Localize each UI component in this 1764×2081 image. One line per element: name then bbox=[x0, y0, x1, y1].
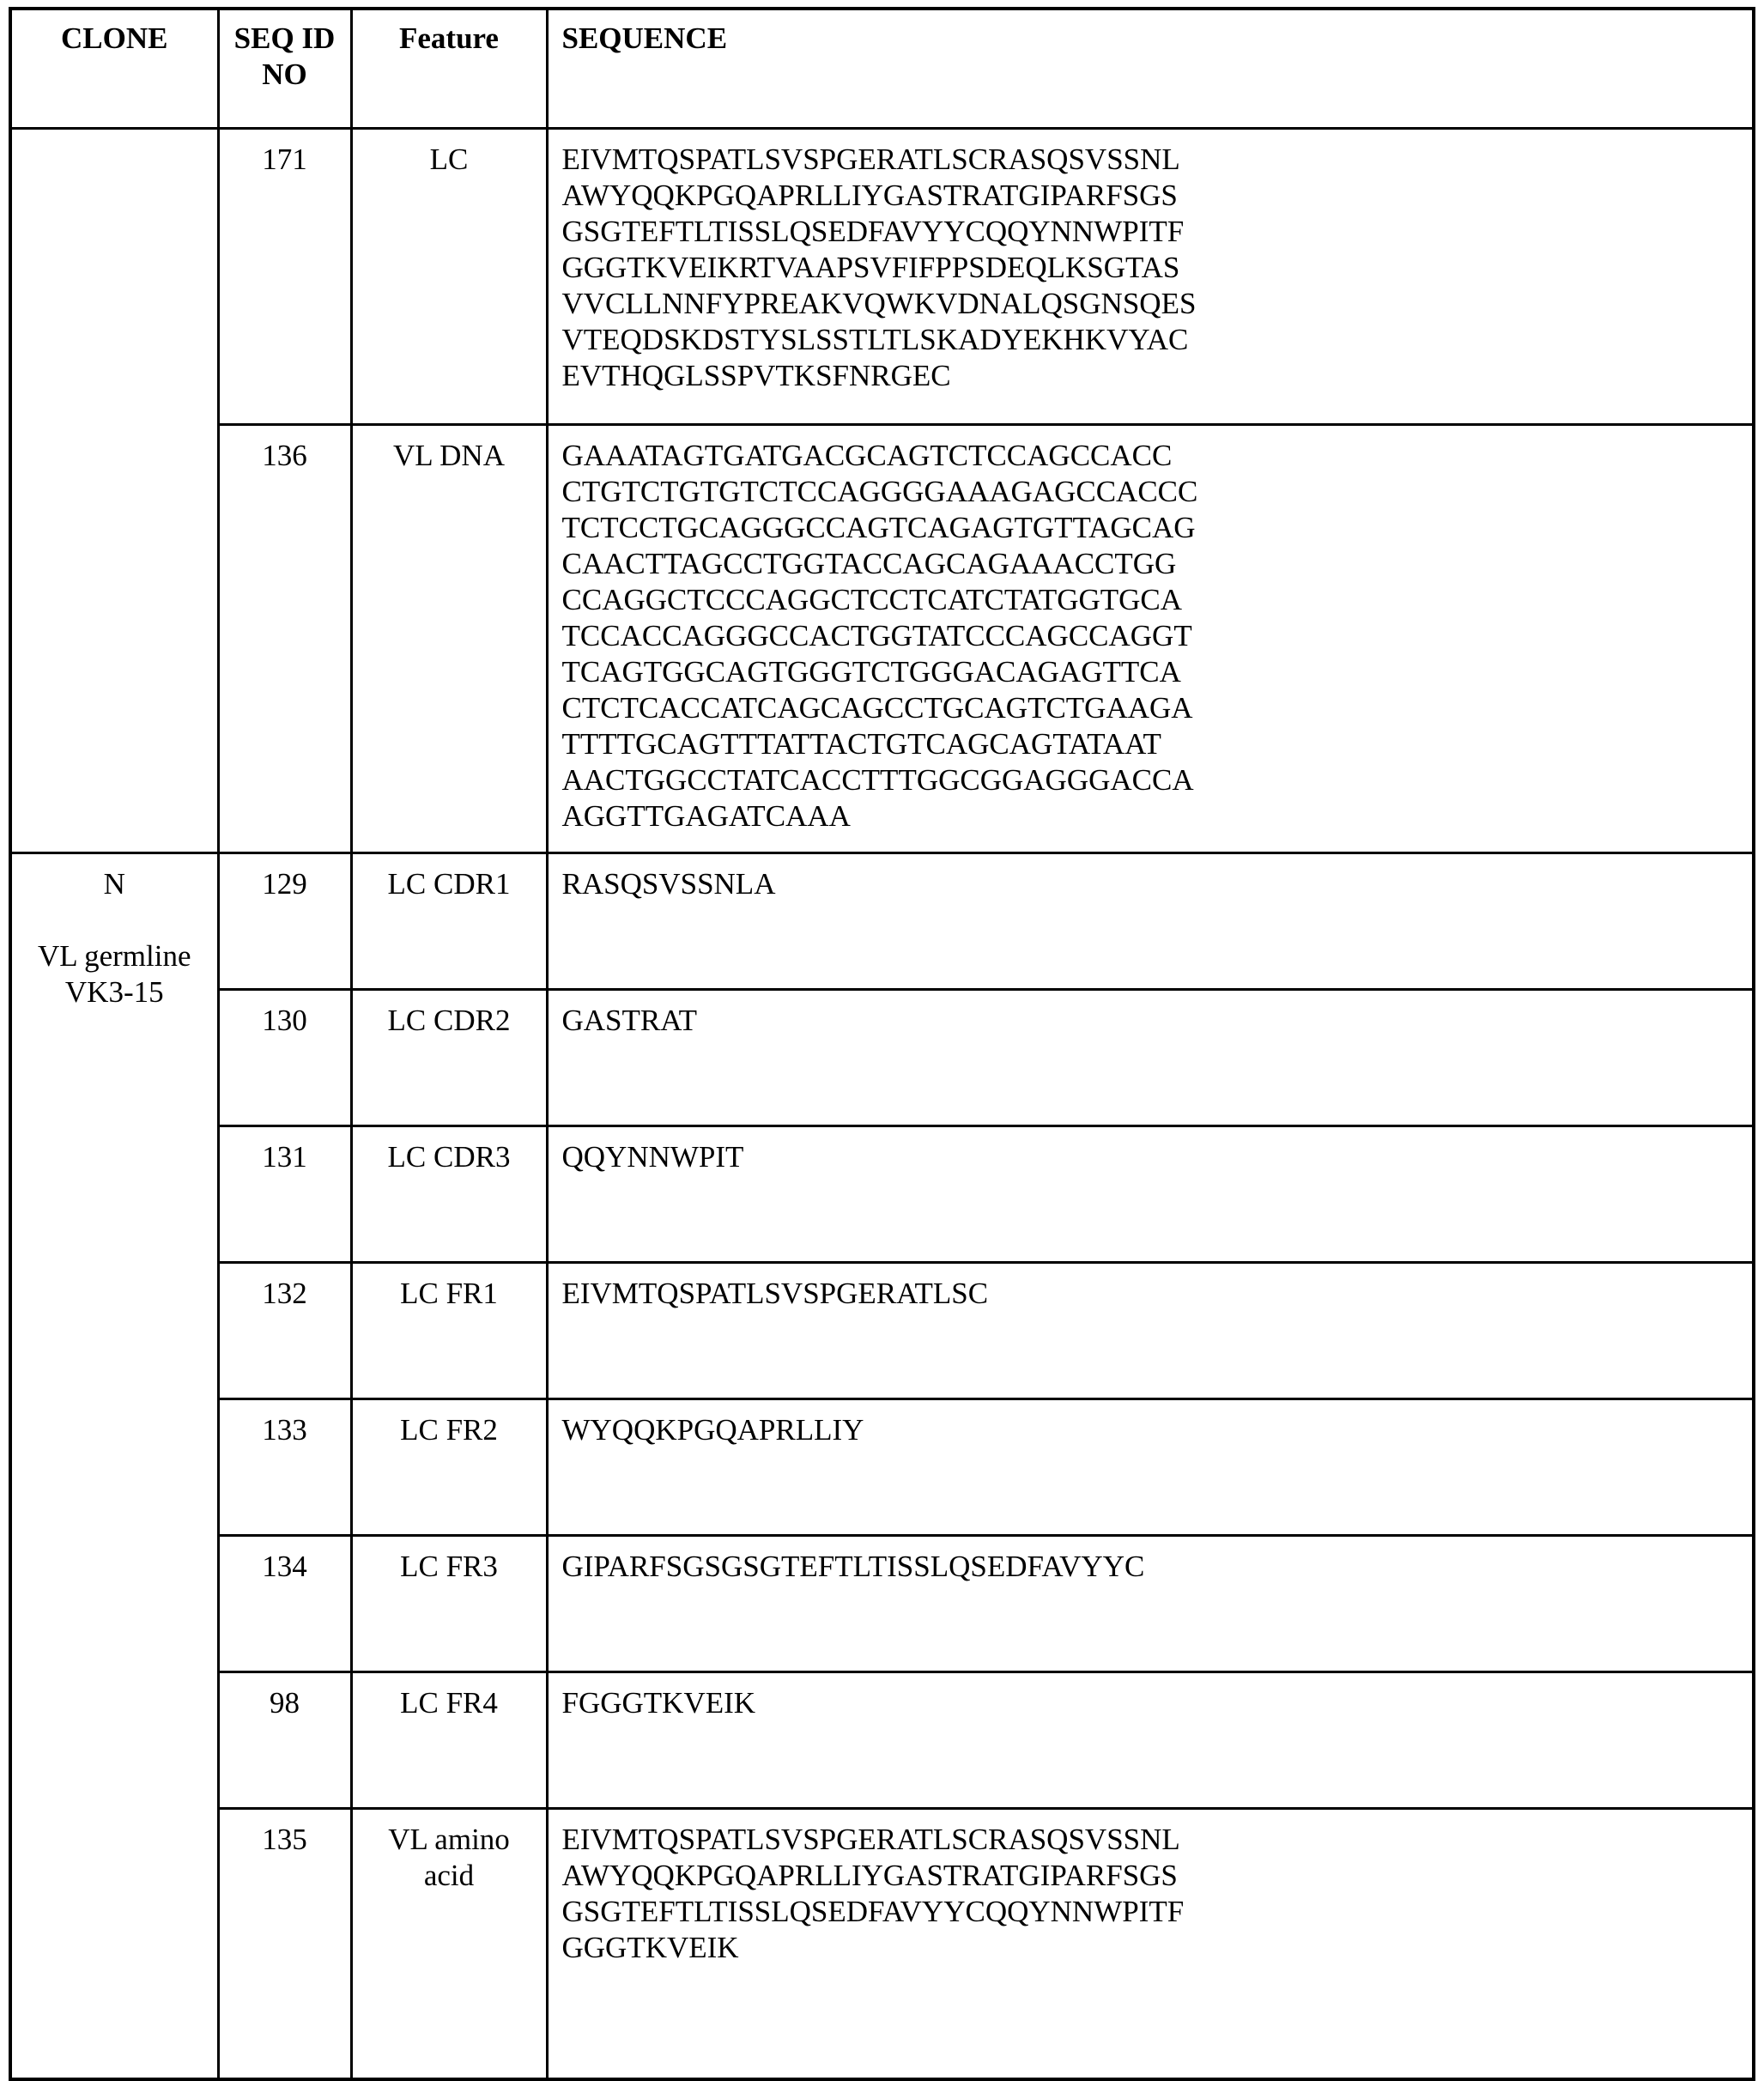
table-row bbox=[10, 853, 1754, 990]
sequence-cell: GIPARFSGSGSGTEFTLTISSLQSEDFAVYYC bbox=[547, 1536, 1754, 1672]
seq-id-cell: 131 bbox=[218, 1126, 351, 1263]
table-row bbox=[10, 129, 1754, 425]
table-row bbox=[10, 1536, 1754, 1672]
seq-id-cell: 133 bbox=[218, 1399, 351, 1536]
feature-cell: LC CDR1 bbox=[351, 853, 547, 990]
feature-cell: LC FR1 bbox=[351, 1263, 547, 1399]
col-header-seq-id: SEQ ID NO bbox=[218, 9, 351, 129]
seq-id-cell: 134 bbox=[218, 1536, 351, 1672]
feature-cell: LC FR4 bbox=[351, 1672, 547, 1809]
sequence-cell: RASQSVSSNLA bbox=[547, 853, 1754, 990]
feature-cell: LC FR3 bbox=[351, 1536, 547, 1672]
sequence-cell: EIVMTQSPATLSVSPGERATLSC bbox=[547, 1263, 1754, 1399]
table-row bbox=[10, 1809, 1754, 2080]
feature-cell: VL DNA bbox=[351, 425, 547, 853]
sequence-cell: QQYNNWPIT bbox=[547, 1126, 1754, 1263]
clone-cell bbox=[10, 129, 218, 853]
sequence-listing-table bbox=[9, 7, 1755, 2081]
seq-id-cell: 171 bbox=[218, 129, 351, 425]
sequence-cell: EIVMTQSPATLSVSPGERATLSCRASQSVSSNL AWYQQKPGQAPRLLIYGASTRATGIPARFSGS GSGTEFTLTISSLQSEDFAVYYCQQYNNWPITF GGGTKVEIKRTVAAPSVFIFPPSDEQLKSGTAS VVCLLNNFYPREAKVQWKVDNALQSGNSQES VTEQDSKDSTYSLSSTLTLSKADYEKHKVYAC EVTHQGLSSPVTKSFNRGEC bbox=[547, 129, 1754, 425]
feature-cell: LC CDR3 bbox=[351, 1126, 547, 1263]
feature-cell: LC FR2 bbox=[351, 1399, 547, 1536]
table-row bbox=[10, 425, 1754, 853]
seq-id-cell: 132 bbox=[218, 1263, 351, 1399]
header-row bbox=[10, 9, 1754, 129]
sequence-cell: EIVMTQSPATLSVSPGERATLSCRASQSVSSNL AWYQQKPGQAPRLLIYGASTRATGIPARFSGS GSGTEFTLTISSLQSEDFAVYYCQQYNNWPITF GGGTKVEIK bbox=[547, 1809, 1754, 2080]
seq-id-cell: 135 bbox=[218, 1809, 351, 2080]
feature-cell: LC bbox=[351, 129, 547, 425]
sequence-cell: FGGGTKVEIK bbox=[547, 1672, 1754, 1809]
table-row bbox=[10, 1126, 1754, 1263]
table-row bbox=[10, 990, 1754, 1126]
seq-id-cell: 98 bbox=[218, 1672, 351, 1809]
seq-id-cell: 129 bbox=[218, 853, 351, 990]
col-header-sequence: SEQUENCE bbox=[547, 9, 1754, 129]
col-header-feature: Feature bbox=[351, 9, 547, 129]
table-row bbox=[10, 1263, 1754, 1399]
clone-cell: N VL germline VK3-15 bbox=[10, 853, 218, 2080]
sequence-cell: GAAATAGTGATGACGCAGTCTCCAGCCACC CTGTCTGTGTCTCCAGGGGAAAGAGCCACCC TCTCCTGCAGGGCCAGTCAGAGTGTTAGCAG CAACTTAGCCTGGTACCAGCAGAAACCTGG CCAGGCTCCCAGGCTCCTCATCTATGGTGCA TCCACCAGGGCCACTGGTATCCCAGCCAGGT TCAGTGGCAGTGGGTCTGGGACAGAGTTCA CTCTCACCATCAGCAGCCTGCAGTCTGAAGA TTTTGCAGTTTATTACTGTCAGCAGTATAAT AACTGGCCTATCACCTTTGGCGGAGGGACCA AGGTTGAGATCAAA bbox=[547, 425, 1754, 853]
seq-id-cell: 130 bbox=[218, 990, 351, 1126]
table-row bbox=[10, 1672, 1754, 1809]
col-header-clone: CLONE bbox=[10, 9, 218, 129]
feature-cell: VL amino acid bbox=[351, 1809, 547, 2080]
sequence-cell: WYQQKPGQAPRLLIY bbox=[547, 1399, 1754, 1536]
seq-id-cell: 136 bbox=[218, 425, 351, 853]
table-row bbox=[10, 1399, 1754, 1536]
feature-cell: LC CDR2 bbox=[351, 990, 547, 1126]
sequence-cell: GASTRAT bbox=[547, 990, 1754, 1126]
